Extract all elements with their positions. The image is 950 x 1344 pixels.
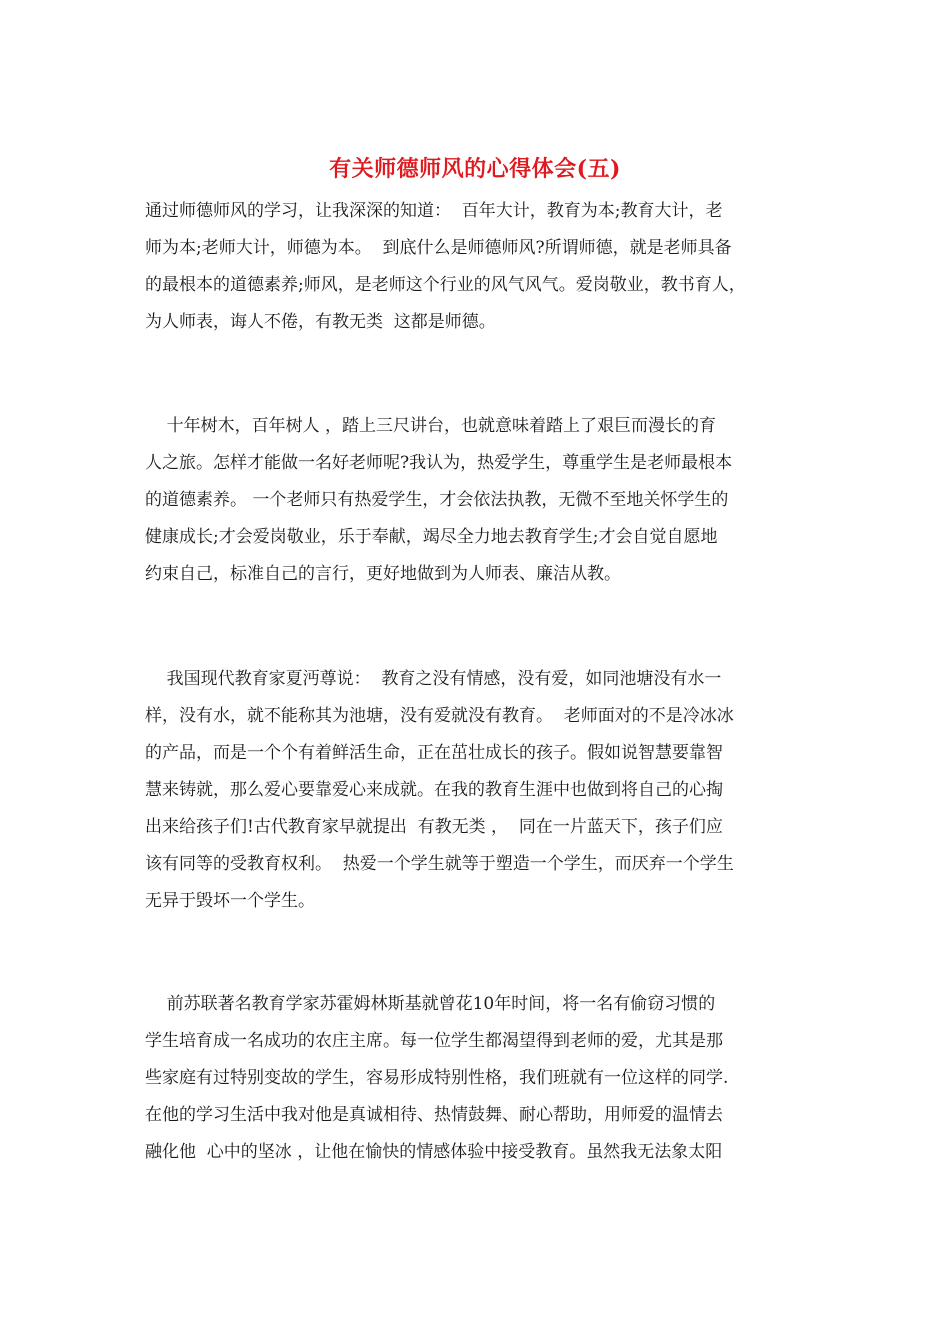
- paragraph-3: [145, 661, 810, 920]
- paragraph-line: 学生培育成一名成功的农庄主席。每一位学生都渴望得到老师的爱，尤其是那: [145, 1031, 723, 1051]
- paragraph-line: 融化他 心中的坚冰 ，让他在愉快的情感体验中接受教育。虽然我无法象太阳: [145, 1142, 723, 1162]
- paragraph-line: 我国现代教育家夏沔尊说： 教育之没有情感，没有爱，如同池塘没有水一: [145, 669, 722, 689]
- paragraph-line: 为人师表，诲人不倦，有教无类 这都是师德。: [145, 312, 496, 332]
- paragraph-line: 该有同等的受教育权利。 热爱一个学生就等于塑造一个学生，而厌弃一个学生: [145, 854, 734, 874]
- paragraph-line: 的道德素养。 一个老师只有热爱学生，才会依法执教，无微不至地关怀学生的: [145, 490, 729, 510]
- paragraph-line: 慧来铸就，那么爱心要靠爱心来成就。在我的教育生涯中也做到将自己的心掏: [145, 780, 723, 800]
- paragraph-4: [145, 986, 810, 1171]
- paragraph-1: [145, 193, 810, 341]
- paragraph-line: 十年树木，百年树人 ，踏上三尺讲台，也就意味着踏上了艰巨而漫长的育: [145, 416, 717, 436]
- paragraph-line: 样，没有水，就不能称其为池塘，没有爱就没有教育。 老师面对的不是冷冰冰: [145, 706, 734, 726]
- paragraph-line: 的产品，而是一个个有着鲜活生命，正在茁壮成长的孩子。假如说智慧要靠智: [145, 743, 723, 763]
- paragraph-line: 无异于毁坏一个学生。: [145, 891, 315, 911]
- paragraph-line: 约束自己，标准自己的言行，更好地做到为人师表、廉洁从教。: [145, 564, 621, 584]
- paragraph-line: 前苏联著名教育学家苏霍姆林斯基就曾花10年时间，将一名有偷窃习惯的: [145, 994, 716, 1014]
- paragraph-line: 健康成长;才会爱岗敬业，乐于奉献，竭尽全力地去教育学生;才会自觉自愿地: [145, 527, 718, 547]
- document-title: 有关师德师风的心得体会(五): [329, 156, 621, 182]
- paragraph-line: 在他的学习生活中我对他是真诚相待、热情鼓舞、耐心帮助，用师爱的温情去: [145, 1105, 723, 1125]
- paragraph-line: 出来给孩子们!古代教育家早就提出 有教无类 ， 同在一片蓝天下，孩子们应: [145, 817, 723, 837]
- paragraph-line: 些家庭有过特别变故的学生，容易形成特别性格，我们班就有一位这样的同学.: [145, 1068, 729, 1088]
- paragraph-line: 通过师德师风的学习，让我深深的知道： 百年大计，教育为本;教育大计，老: [145, 201, 723, 221]
- paragraph-line: 人之旅。怎样才能做一名好老师呢?我认为，热爱学生，尊重学生是老师最根本: [145, 453, 733, 473]
- paragraph-line: 师为本;老师大计，师德为本。 到底什么是师德师风?所谓师德，就是老师具备: [145, 238, 732, 258]
- paragraph-2: [145, 408, 810, 593]
- paragraph-line: 的最根本的道德素养;师风，是老师这个行业的风气风气。爱岗敬业，教书育人，: [145, 275, 746, 295]
